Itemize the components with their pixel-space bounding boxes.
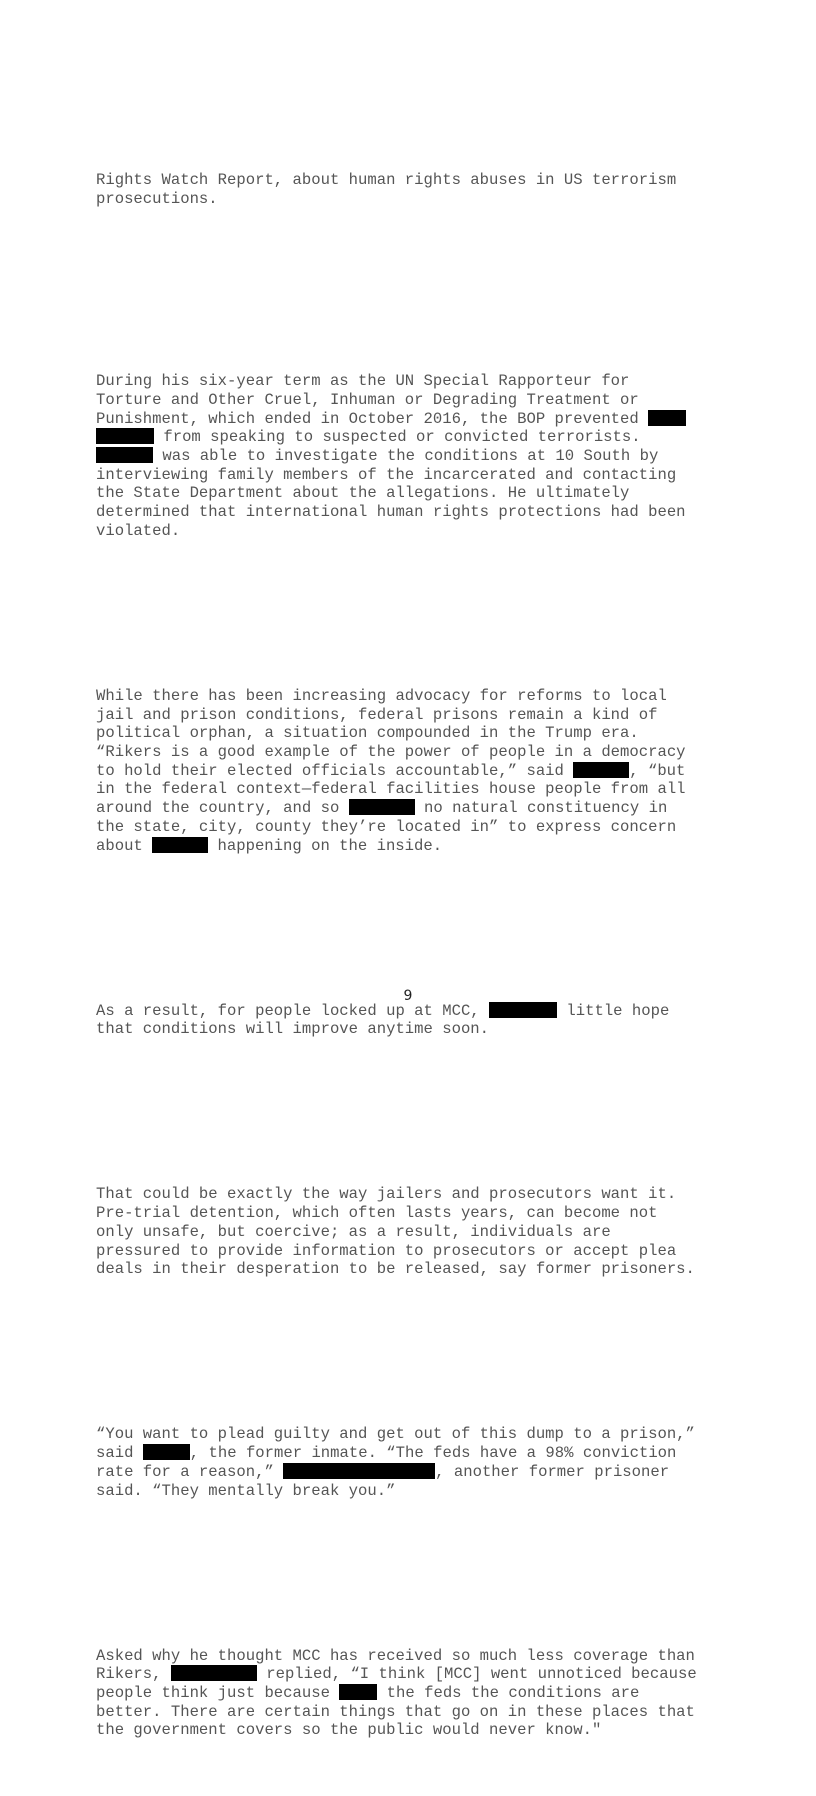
text-line: in the federal context—federal facilities house people from all — [96, 780, 686, 799]
text-line: Torture and Other Cruel, Inhuman or Degrading Treatment or — [96, 390, 639, 409]
text-line: interviewing family members of the incarcerated and contacting — [96, 465, 677, 484]
text-segment: replied, “I think [MCC] went unnoticed because — [256, 1665, 697, 1684]
text-line: prosecutions. — [96, 189, 218, 208]
redaction-bar — [349, 799, 415, 815]
text-line: During his six-year term as the UN Special Rapporteur for — [96, 372, 630, 391]
text-segment: to hold their elected officials accountable,” said — [96, 761, 574, 780]
text-line: Rights Watch Report, about human rights abuses in US terrorism — [96, 170, 677, 189]
text-segment: As a result, for people locked up at MCC, — [96, 1001, 490, 1020]
text-line: jail and prison conditions, federal prisons remain a kind of — [96, 705, 658, 724]
text-segment: happening on the inside. — [208, 836, 443, 855]
page-number: 9 — [403, 988, 413, 1004]
text-line: said. “They mentally break you.” — [96, 1481, 396, 1500]
text-line: “You want to plead guilty and get out of this dump to a prison,” — [96, 1425, 695, 1444]
paragraph — [96, 687, 726, 855]
text-line: violated. — [96, 521, 181, 540]
paragraph — [96, 1425, 726, 1500]
text-line: the State Department about the allegations. He ultimately — [96, 484, 630, 503]
text-segment: , another former prisoner — [435, 1462, 670, 1481]
text-line: pressured to provide information to prosecutors or accept plea — [96, 1241, 677, 1260]
redaction-bar — [96, 447, 153, 463]
text-line: Asked why he thought MCC has received so much less coverage than — [96, 1646, 695, 1665]
text-line: “Rikers is a good example of the power of people in a democracy — [96, 743, 686, 761]
text-line: determined that international human rights protections had been — [96, 503, 686, 522]
text-segment: , the former inmate. “The feds have a 98% conviction — [189, 1444, 677, 1463]
text-segment: little hope — [557, 1001, 670, 1020]
redaction-bar — [152, 837, 208, 853]
text-line: only unsafe, but coercive; as a result, individuals are — [96, 1222, 611, 1241]
text-line: political orphan, a situation compounded in the Trump era. — [96, 724, 639, 743]
text-line: better. There are certain things that go on in these places that — [96, 1702, 695, 1721]
text-line: Pre-trial detention, which often lasts years, can become not — [96, 1204, 658, 1223]
redaction-bar — [573, 762, 629, 778]
redaction-bar — [96, 428, 154, 444]
text-line: deals in their desperation to be released, say former prisoners. — [96, 1260, 695, 1279]
text-line: Punishment, which ended in October 2016, the BOP prevented — [96, 409, 649, 428]
text-segment: from speaking to suspected or convicted terrorists. — [154, 428, 641, 447]
redaction-bar — [171, 1665, 257, 1681]
text-line: the government covers so the public would never know." — [96, 1721, 602, 1740]
text-line: the state, city, county they’re located in” to express concern — [96, 817, 677, 836]
text-segment: the feds the conditions are — [377, 1684, 640, 1703]
paragraph — [96, 1647, 726, 1741]
body-text — [96, 96, 726, 1796]
text-segment: Rikers, — [96, 1665, 171, 1684]
redaction-bar — [489, 1002, 557, 1018]
text-segment: said — [96, 1444, 143, 1463]
text-segment: was able to investigate the conditions at 10 South by — [153, 446, 659, 465]
text-segment: rate for a reason,” — [96, 1462, 284, 1481]
text-segment: no natural constituency in — [414, 799, 668, 818]
paragraph — [96, 372, 726, 540]
paragraph — [96, 1185, 726, 1279]
text-line: While there has been increasing advocacy for reforms to local — [96, 686, 667, 705]
redaction-bar — [339, 1684, 377, 1700]
redaction-bar — [648, 410, 686, 426]
text-segment: , “but — [629, 761, 686, 780]
text-line: that conditions will improve anytime soon. — [96, 1020, 490, 1039]
paragraph — [96, 1002, 726, 1039]
paragraph — [96, 171, 726, 208]
redaction-bar — [143, 1444, 190, 1460]
text-line: That could be exactly the way jailers and prosecutors want it. — [96, 1185, 677, 1204]
text-segment: about — [96, 836, 153, 855]
text-segment: people think just because — [96, 1684, 340, 1703]
text-segment: around the country, and so — [96, 799, 349, 818]
redaction-bar — [283, 1463, 435, 1479]
